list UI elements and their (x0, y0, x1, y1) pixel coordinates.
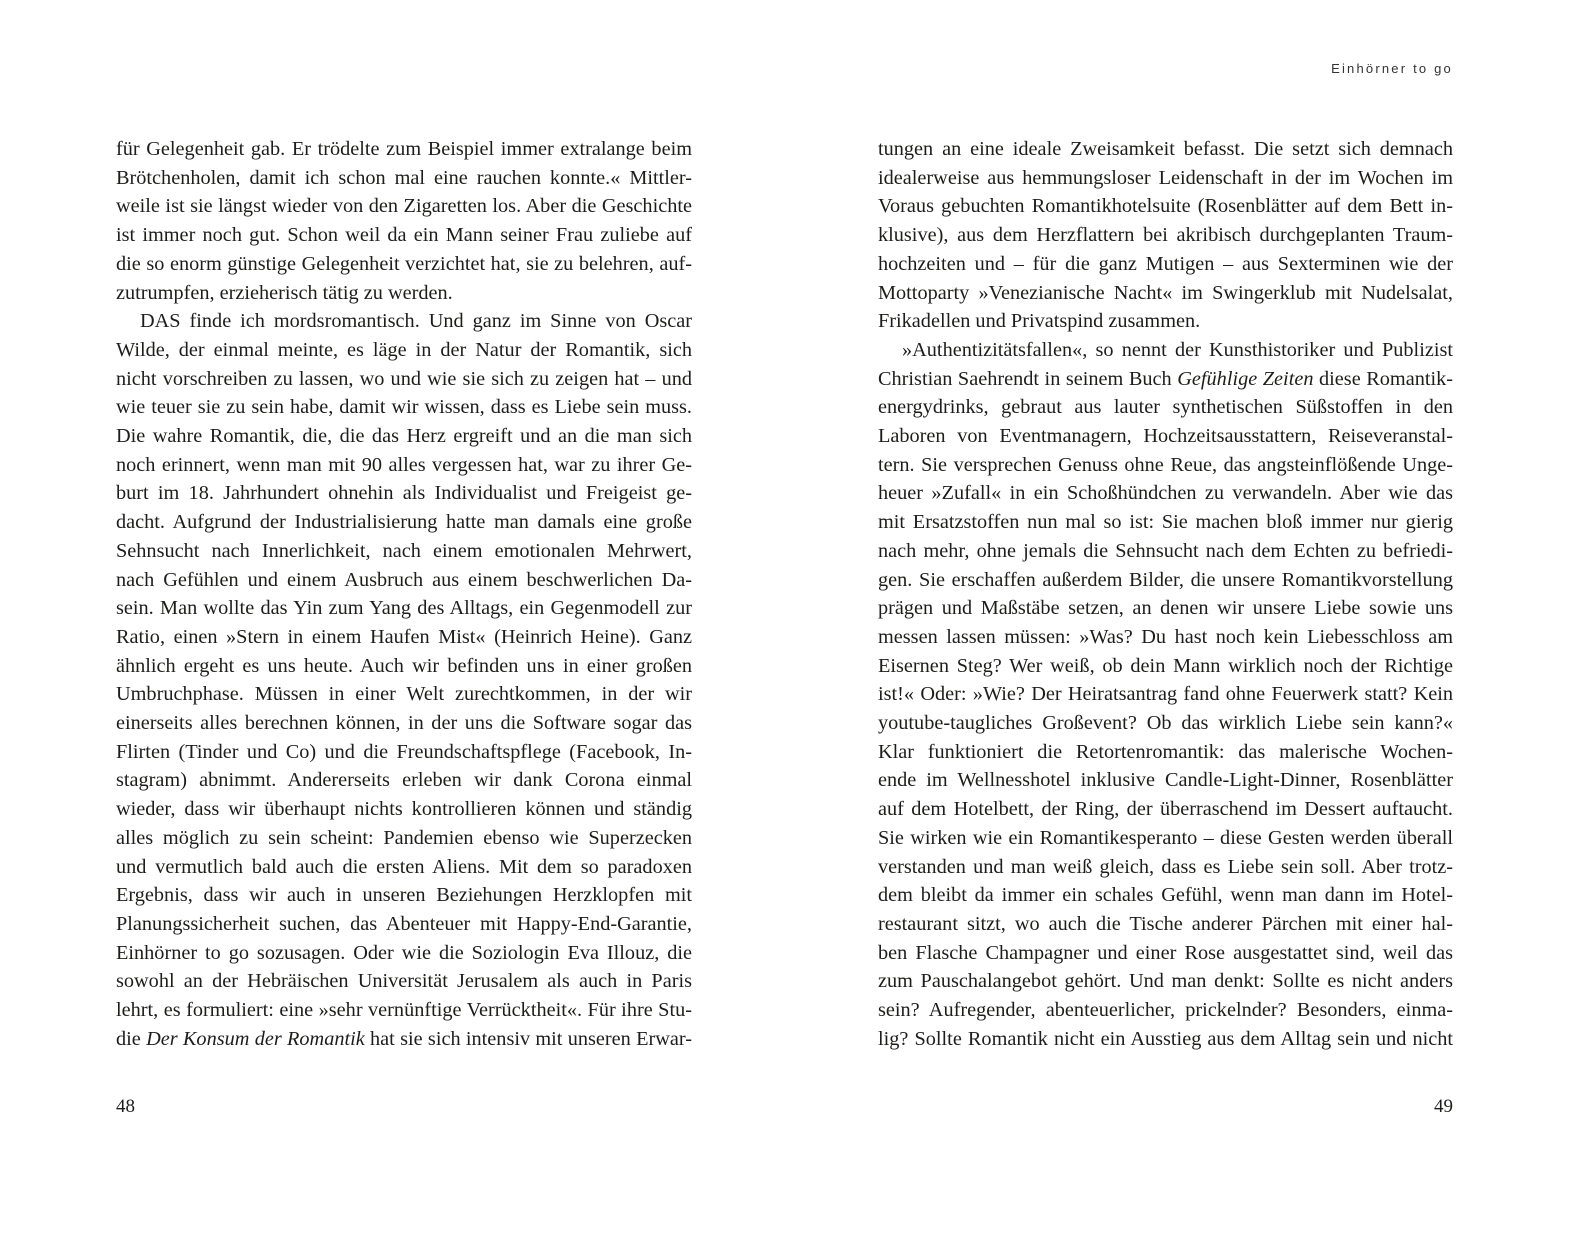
text-line: Die wahre Romantik, die, die das Herz ergreift und an die man sich (116, 425, 692, 447)
text-line: energydrinks, gebraut aus lauter synthetischen Süßstoffen in den (878, 396, 1453, 419)
text-line: gen. Sie erschaffen außerdem Bilder, die unsere Romantikvorstellung (878, 568, 1453, 591)
text-segment: die (116, 1027, 147, 1050)
text-line: auf dem Hotelbett, der Ring, der überraschend im Dessert auftaucht. (878, 798, 1453, 821)
text-segment: hat sie sich intensiv mit unseren Erwar- (364, 1027, 692, 1050)
text-line: die so enorm günstige Gelegenheit verzichtet hat, sie zu belehren, auf- (116, 252, 692, 275)
text-line: idealerweise aus hemmungsloser Leidenschaft in der im Wochen im (878, 166, 1453, 189)
text-segment: Christian Saehrendt in seinem Buch (878, 367, 1178, 390)
text-line: DAS finde ich mordsromantisch. Und ganz im Sinne von Oscar (140, 310, 692, 333)
text-line: mit Ersatzstoffen nun mal so ist: Sie machen bloß immer nur gierig (878, 511, 1453, 534)
text-line: wieder, dass wir überhaupt nichts kontrollieren können und ständig (116, 798, 692, 821)
text-line: nicht vorschreiben zu lassen, wo und wie sie sich zu zeigen hat – und (116, 367, 692, 390)
text-line: Wilde, der einmal meinte, es läge in der Natur der Romantik, sich (116, 338, 692, 361)
text-line: nach Gefühlen und einem Ausbruch aus einem beschwerlichen Da- (116, 568, 692, 591)
italic-title: Gefühlige Zeiten (1177, 367, 1314, 390)
text-line: weile ist sie längst wieder von den Zigaretten los. Aber die Geschichte (116, 195, 692, 218)
text-line: einerseits alles berechnen können, in der uns die Software sogar das (116, 712, 692, 734)
text-line: Umbruchphase. Müssen in einer Welt zurechtkommen, in der wir (116, 683, 692, 706)
page-number-right: 49 (1434, 1096, 1453, 1117)
text-line: lig? Sollte Romantik nicht ein Ausstieg aus dem Alltag sein und nicht (878, 1027, 1453, 1050)
text-line: alles möglich zu sein scheint: Pandemien ebenso wie Superzecken (116, 826, 692, 849)
text-line: messen lassen müssen: »Was? Du hast noch kein Liebesschloss am (878, 625, 1453, 648)
italic-title: Der Konsum der Romantik (146, 1027, 365, 1050)
text-line: Mottoparty »Venezianische Nacht« im Swingerklub mit Nudelsalat, (878, 281, 1453, 304)
text-line: klusive), aus dem Herzflattern bei akribisch durchgeplanten Traum- (878, 224, 1453, 247)
text-line: noch erinnert, wenn man mit 90 alles vergessen hat, war zu ihrer Ge- (116, 453, 692, 476)
text-line (878, 365, 1453, 394)
text-line: dacht. Aufgrund der Industrialisierung hatte man damals eine große (116, 511, 692, 534)
text-line: tungen an eine ideale Zweisamkeit befasst. Die setzt sich demnach (878, 138, 1453, 160)
text-line: Voraus gebuchten Romantikhotelsuite (Rosenblätter auf dem Bett in- (878, 195, 1453, 218)
text-line: »Authentizitätsfallen«, so nennt der Kunsthistoriker und Publizist (902, 338, 1453, 361)
text-line: und vermutlich bald auch die ersten Aliens. Mit dem so paradoxen (116, 855, 692, 878)
text-line: Eisernen Steg? Wer weiß, ob dein Mann wirklich noch der Richtige (878, 654, 1453, 677)
text-line: sein? Aufregender, abenteuerlicher, prickelnder? Besonders, einma- (878, 999, 1453, 1021)
text-line: ende im Wellnesshotel inklusive Candle-Light-Dinner, Rosenblätter (878, 769, 1453, 792)
text-line: restaurant sitzt, wo auch die Tische anderer Pärchen mit einer hal- (878, 912, 1453, 935)
text-line: stagram) abnimmt. Andererseits erleben wir dank Corona einmal (116, 769, 692, 792)
text-line: Laboren von Eventmanagern, Hochzeitsausstattern, Reiseveranstal- (878, 425, 1453, 447)
text-line: burt im 18. Jahrhundert ohnehin als Individualist und Freigeist ge- (116, 482, 692, 505)
page-left (116, 0, 692, 1240)
text-line: Sie wirken wie ein Romantikesperanto – diese Gesten werden überall (878, 826, 1453, 849)
text-line: Ratio, einen »Stern in einem Haufen Mist« (Heinrich Heine). Ganz (116, 625, 692, 648)
text-line: heuer »Zufall« in ein Schoßhündchen zu verwandeln. Aber wie das (878, 482, 1453, 505)
text-line: ähnlich ergeht es uns heute. Auch wir befinden uns in einer großen (116, 654, 692, 677)
text-line: sein. Man wollte das Yin zum Yang des Alltags, ein Gegenmodell zur (116, 597, 692, 620)
text-line: ist!« Oder: »Wie? Der Heiratsantrag fand ohne Feuerwerk statt? Kein (878, 683, 1453, 706)
text-line: Klar funktioniert die Retortenromantik: das malerische Wochen- (878, 740, 1453, 763)
text-line: nach mehr, ohne jemals die Sehnsucht nach dem Echten zu befriedi- (878, 539, 1453, 562)
text-line: youtube-taugliches Großevent? Ob das wirklich Liebe sein kann?« (878, 712, 1453, 734)
text-line: prägen und Maßstäbe setzen, an denen wir unsere Liebe sowie uns (878, 597, 1453, 620)
text-line: Brötchenholen, damit ich schon mal eine rauchen konnte.« Mittler- (116, 166, 692, 189)
text-line: Einhörner to go sozusagen. Oder wie die Soziologin Eva Illouz, die (116, 941, 692, 964)
text-line: zum Pauschalangebot gehört. Und man denkt: Sollte es nicht anders (878, 970, 1453, 993)
text-line: verstanden und man weiß gleich, dass es Liebe sein soll. Aber trotz- (878, 855, 1453, 878)
text-line: tern. Sie versprechen Genuss ohne Reue, das angsteinflößende Unge- (878, 453, 1453, 476)
text-line: sowohl an der Hebräischen Universität Jerusalem als auch in Paris (116, 970, 692, 993)
page-number-left: 48 (116, 1096, 135, 1117)
page-right (878, 0, 1453, 1240)
text-line: für Gelegenheit gab. Er trödelte zum Beispiel immer extralange beim (116, 138, 692, 160)
text-line: ben Flasche Champagner und einer Rose ausgestattet sind, weil das (878, 941, 1453, 964)
text-line: Ergebnis, dass wir auch in unseren Beziehungen Herzklopfen mit (116, 884, 692, 907)
text-line: Planungssicherheit suchen, das Abenteuer mit Happy-End-Garantie, (116, 912, 692, 935)
text-line: ist immer noch gut. Schon weil da ein Mann seiner Frau zuliebe auf (116, 224, 692, 247)
text-line: Sehnsucht nach Innerlichkeit, nach einem emotionalen Mehrwert, (116, 539, 692, 562)
text-line: dem bleibt da immer ein schales Gefühl, wenn man dann im Hotel- (878, 884, 1453, 907)
text-line: hochzeiten und – für die ganz Mutigen – aus Sexterminen wie der (878, 252, 1453, 275)
text-line (116, 1025, 692, 1054)
text-segment: diese Romantik- (1313, 367, 1454, 390)
text-line: wie teuer sie zu sein habe, damit wir wissen, dass es Liebe sein muss. (116, 396, 692, 419)
text-line: Flirten (Tinder und Co) und die Freundschaftspflege (Facebook, In- (116, 740, 692, 763)
text-line: zutrumpfen, erzieherisch tätig zu werden. (116, 281, 453, 304)
running-head: Einhörner to go (1331, 61, 1453, 76)
text-line: lehrt, es formuliert: eine »sehr vernünftige Verrücktheit«. Für ihre Stu- (116, 999, 692, 1021)
text-line: Frikadellen und Privatspind zusammen. (878, 310, 1201, 333)
